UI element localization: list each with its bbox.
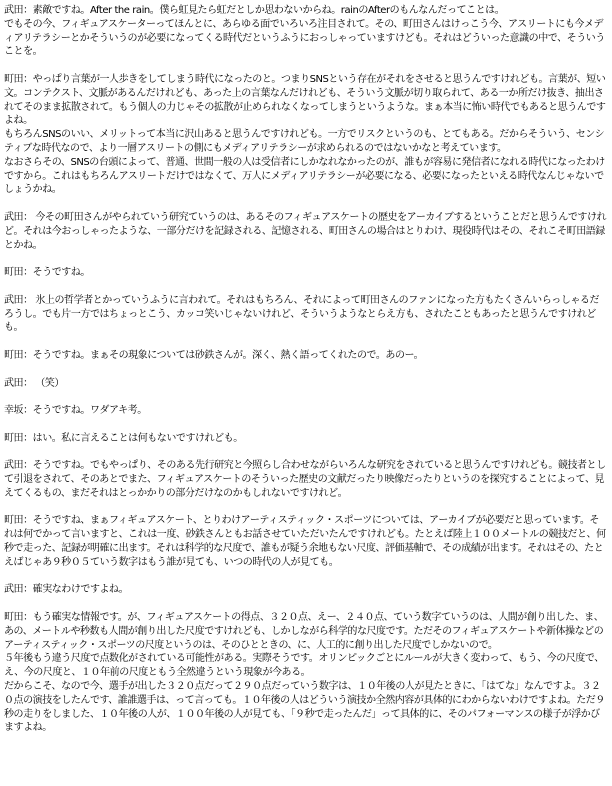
paragraph-spacer [4,418,608,432]
transcript-line: もちろんSNSのいい、メリットって本当に沢山あると思うんですけれども。一方でリスクというのも、とてもある。だからそういう、センシティブな時代なので、より一層アスリートの側にもメディアリテラシーが求められるのではないかなと考えています。 [4,129,605,154]
transcript-line: 武田： （笑） [4,377,65,389]
paragraph-spacer [4,446,608,460]
paragraph-spacer [4,252,608,266]
transcript-line: 幸坂：そうですね。ワダアキ考。 [4,405,147,417]
transcript-line: でもその今、フィギュアスケーターってほんとに、あらゆる面でいろいろ注目されて。その、町田さんはけっこう今、アスリートにも今メディアリテラシーとかそういうのが必要になってくる時代だというふうにおっしゃっていますけども。それはどういった意識の中で、そういうことを。 [4,18,605,58]
transcript-line: 武田： 今その町田さんがやられていう研究ていうのは、あるそのフィギュアスケートの歴史をアーカイブするということだと思うんですけれど。それは今おっしゃったような、一部分だけを記録される、記憶される、町田さんの場合はとりわけ、現役時代はその、それこそ町田語録とかね。 [4,211,607,251]
paragraph-spacer [4,335,608,349]
paragraph-spacer [4,501,608,515]
transcript-line: 武田： 氷上の哲学者とかっていうふうに言われて。それはもちろん、それによって町田さんのファンになった方もたくさんいらっしゃるだろうし。でも片一方ではちょっとこう、カッコ笑いじゃないけれど、そういうようなとらえ方も、されたこともあったと思うんですけれども。 [4,294,600,334]
paragraph-spacer [4,597,608,611]
transcript-line: なおさらその、SNSの台頭によって、普通、世間一般の人は受信者にしかなれなかったのが、誰もが容易に発信者になれる時代になったわけですから。これはもちろんアスリートだけではなくて、万人にメディアリテラシーが必要になる、必要になったといえる時代なんじゃないでしょうかね。 [4,156,605,196]
paragraph-spacer [4,197,608,211]
paragraph-spacer [4,363,608,377]
transcript-line: 武田：確実なわけですよね。 [4,584,129,596]
paragraph-spacer [4,59,608,73]
transcript-line: だからこそ、なので今、選手が出した３２０点だって２９０点だっていう数字は、１０年後の人が見たときに、「はてな」なんですよ。３２０点の演技をしたんです、誰誰選手は、って言っても。１０年後の人はどういう演技か全然内容が具体的にわからないわけですよね。ただ９秒の走りをしました、１０年後の人が、１００年後の人が見ても、「９秒で走ったんだ」って具体的に、そのパフォーマンスの様子が浮かびますよね。 [4,681,605,734]
transcript-line: 町田：はい。私に言えることは何もないですけれども。 [4,432,243,444]
transcript-line: 町田：そうですね、まぁフィギュアスケート、とりわけアーティスティック・スポーツについては、アーカイブが必要だと思っています。それは何でかって言いますと、これは一度、砂鉄さんともお話させていただいたんですけれども。たとえば陸上１００メートルの競技だと、何秒で走った、記録が明確に出ます。それは科学的な尺度で、誰もが疑う余地もない尺度、評価基軸で、その成績が出ます。それはその、たとえばじゃあ９秒０５ていう数字はもう誰が見ても、いつの時代の人が見ても。 [4,515,606,568]
transcript-line: 町田：もう確実な情報です。が、フィギュアスケートの得点、３２０点、えー、２４０点、ていう数字ていうのは、人間が創り出した、ま、あの、メートルや秒数も人間が創り出した尺度ですけれども、しかしながら科学的な尺度です。ただそのフィギュアスケートや新体操などのアーティスティック・スポーツの尺度というのは、そのひとときの、に、人工的に創り出した尺度でしかないので。 [4,612,604,651]
transcript-line: ５年後もう違う尺度で点数化がされている可能性がある。実際そうです。オリンピックごとにルールが大きく変わって、もう、今の尺度で、え、今の尺度と、１０年前の尺度ともう全然違うという現象が今ある。 [4,653,604,679]
paragraph-spacer [4,280,608,294]
transcript-line: 町田：そうですね。まぁその現象については砂鉄さんが。深く、熱く語ってくれたので。あのー。 [4,349,424,361]
transcript-line: 町田：そうですね。 [4,267,90,279]
transcript-line: 武田：素敵ですね。After the rain。僕ら虹見たら虹だとしか思わないからね。rainのAfterのもんなんだってことは。 [4,5,505,16]
paragraph-spacer [4,390,608,404]
transcript-line: 町田：やっぱり言葉が一人歩きをしてしまう時代になったのと。つまりSNSという存在がそれをさせると思うんですけれども。言葉が、短い文。コンテクスト、文脈があるんだけれども、あった上の言葉なんだけれども、そういう文脈が切り取られて、ある一か所だけ抜き、抽出されてそのまま拡散されて。もう個人の力じゃその拡散が止められなくなってしまうというような。まぁ本当に怖い時代でもあると思うんですよね。 [4,73,606,127]
transcript-line: 武田：そうですね。でもやっぱり、そのある先行研究と今照らし合わせながらいろんな研究をされていると思うんですけれども。競技者として引退をされて、そのあとでまた、フィギュアスケートのそういった歴史の文献だったり映像だったりというのを探究することによって、見えてくるもの、まだそれはとっかかりの部分だけなのかもしれないですけれど。 [4,460,606,499]
paragraph-spacer [4,570,608,584]
